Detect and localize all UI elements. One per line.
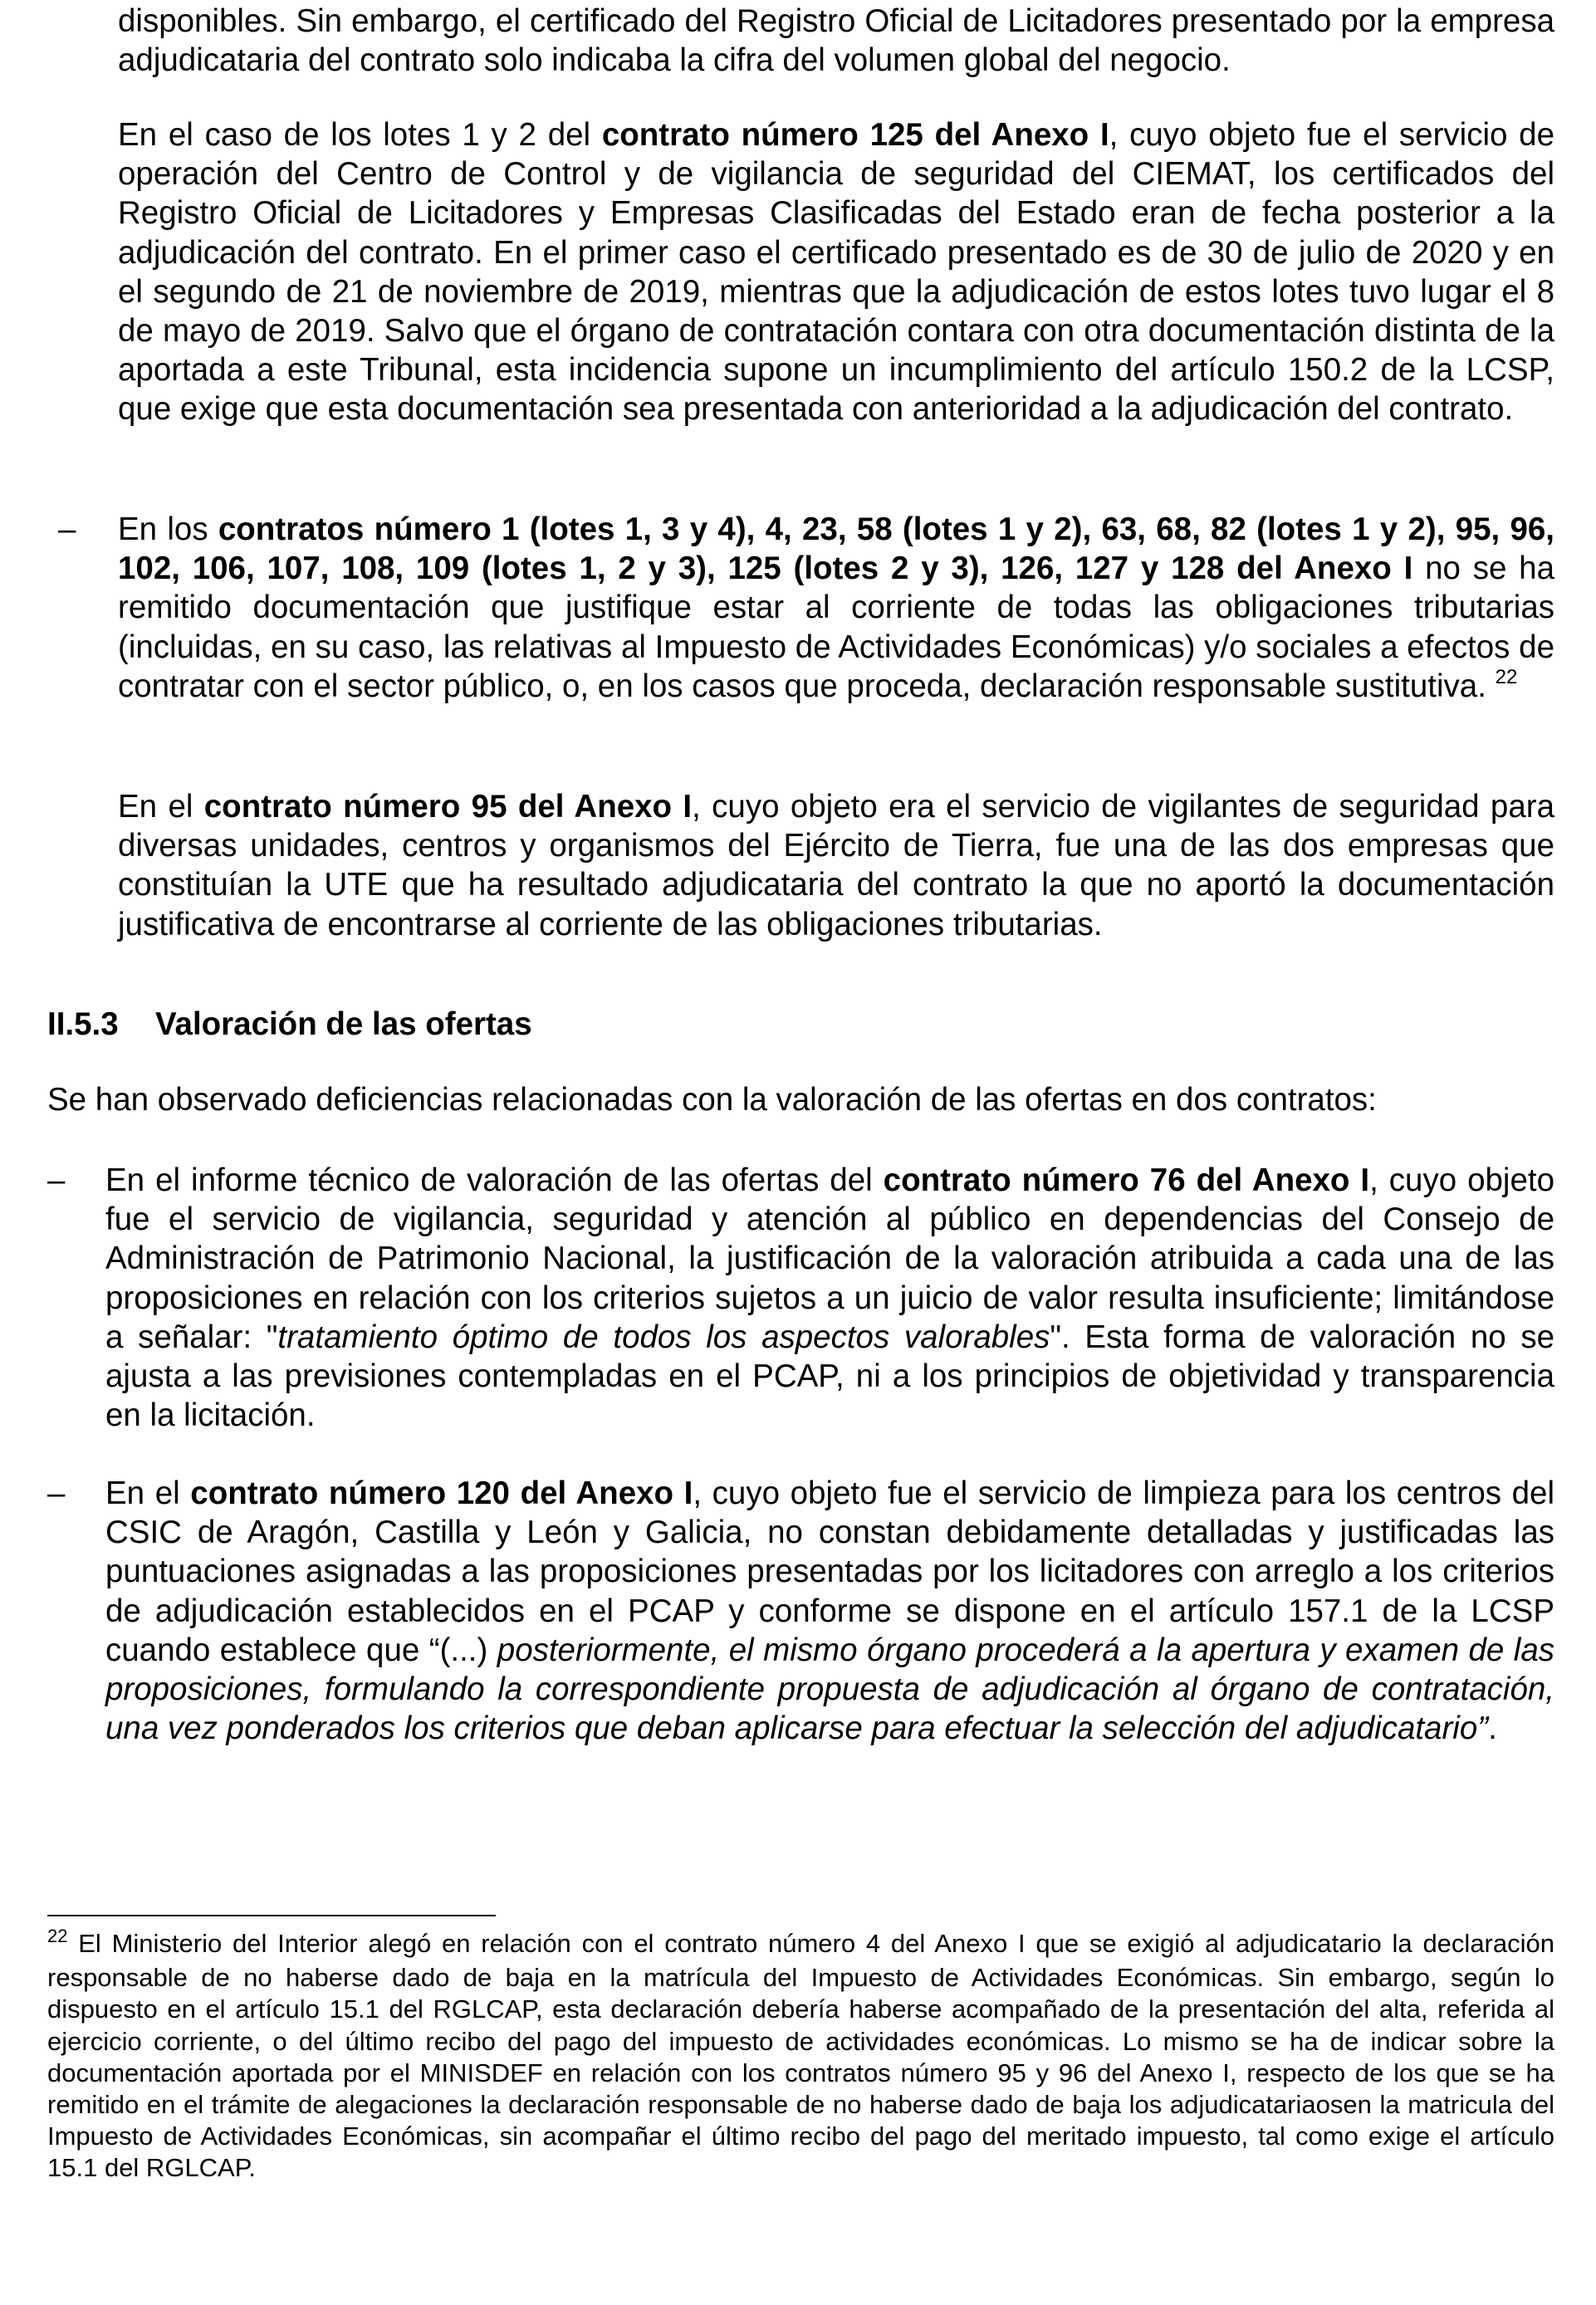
paragraph-contract-125 — [118, 115, 1554, 429]
text-segment: En el — [105, 1475, 191, 1511]
paragraph-intro-continuation: disponibles. Sin embargo, el certificado del Registro Oficial de Licitadores presentado por la empresa adjudicataria del contrato solo indicaba la cifra del volumen global del negocio. — [118, 3, 1554, 79]
text-segment: En el — [118, 789, 204, 825]
footnote-number: 22 — [47, 1926, 68, 1946]
text-segment: . — [1488, 1710, 1497, 1747]
section-title: Valoración de las ofertas — [155, 1006, 532, 1042]
text-segment: En el caso de los lotes 1 y 2 del — [118, 117, 602, 153]
quoted-text: tratamiento óptimo de todos los aspectos valorables — [277, 1319, 1050, 1355]
quoted-text: posteriormente, el mismo órgano procederá a la apertura y examen de las proposiciones, formulando la correspondiente propuesta de adjudicación al órgano de contratación, una vez ponderados los criterios que deban aplicarse para efectuar la selección del adjudicatario” — [105, 1632, 1554, 1747]
contract-reference: contratos número 1 (lotes 1, 3 y 4), 4, 23, 58 (lotes 1 y 2), 63, 68, 82 (lotes 1 y 2), 95, 96, 102, 106, 107, 108, 109 (lotes 1, 2 y 3), 125 (lotes 2 y 3), 126, 127 y 128 del Anexo I — [118, 511, 1555, 587]
paragraph-contracts-obligations — [118, 510, 1554, 710]
bullet-dash: – — [47, 1162, 66, 1198]
text-segment: no se ha remitido documentación que justifique estar al corriente de todas las obligaciones tributarias (incluidas, en su caso, las relativas al Impuesto de Actividades Económicas) y/o sociales a efectos de contratar con el sector público, o, en los casos que proceda, declaración responsable sustitutiva. — [118, 551, 1554, 704]
footnote-text: El Ministerio del Interior alegó en relación con el contrato número 4 del Anexo I que se exigió al adjudicatario la declaración responsable de no haberse dado de baja en la matrícula del Impuesto de Actividades Económicas. Sin embargo, según lo dispuesto en el artículo 15.1 del RGLCAP, esta declaración debería haberse acompañado de la presentación del alta, referida al ejercicio corriente, o del último recibo del pago del impuesto de actividades económicas. Lo mismo se ha de indicar sobre la documentación aportada por el MINISDEF en relación con los contratos número 95 y 96 del Anexo I, respecto de los que se ha remitido en el trámite de alegaciones la declaración responsable de no haberse dado de baja los adjudicatariaosen la matricula del Impuesto de Actividades Económicas, sin acompañar el último recibo del pago del meritado impuesto, tal como exige el artículo 15.1 del RGLCAP. — [47, 1929, 1554, 2183]
contract-reference: contrato número 76 del Anexo I — [883, 1162, 1370, 1198]
text-segment: ". Esta forma de valoración no se ajusta a las previsiones contempladas en el PCAP, ni a los principios de objetividad y transparencia en la licitación. — [105, 1319, 1554, 1434]
section-heading — [47, 1005, 532, 1044]
bullet-dash: – — [58, 511, 76, 547]
contract-reference: contrato número 120 del Anexo I — [190, 1475, 693, 1511]
footnote-reference[interactable]: 22 — [1495, 665, 1518, 688]
paragraph-contract-120 — [105, 1474, 1554, 1748]
text-segment: , cuyo objeto fue el servicio de limpieza para los centros del CSIC de Aragón, Castilla y León y Galicia, no constan debidamente detalladas y justificadas las puntuaciones asignadas a las proposiciones presentadas por los licitadores con arreglo a los criterios de adjudicación establecidos en el PCAP y conforme se dispone en el artículo 157.1 de la LCSP cuando establece que “(...) — [105, 1475, 1554, 1668]
text-segment: , cuyo objeto fue el servicio de operación del Centro de Control y de vigilancia de seguridad del CIEMAT, los certificados del Registro Oficial de Licitadores y Empresas Clasificadas del Estado eran de fecha posterior a la adjudicación del contrato. En el primer caso el certificado presentado es de 30 de julio de 2020 y en el segundo de 21 de noviembre de 2019, mientras que la adjudicación de estos lotes tuvo lugar el 8 de mayo de 2019. Salvo que el órgano de contratación contara con otra documentación distinta de la aportada a este Tribunal, esta incidencia supone un incumplimiento del artículo 150.2 de la LCSP, que exige que esta documentación sea presentada con anterioridad a la adjudicación del contrato. — [118, 117, 1554, 428]
paragraph-contract-95 — [118, 787, 1554, 944]
bullet-dash: – — [47, 1475, 66, 1511]
footnote-divider — [47, 1915, 496, 1916]
paragraph-contract-76 — [105, 1161, 1554, 1435]
text-segment: En el informe técnico de valoración de las ofertas del — [105, 1162, 884, 1198]
text-segment: En los — [118, 511, 218, 547]
footnote — [47, 1928, 1554, 2185]
text-segment: , cuyo objeto era el servicio de vigilantes de seguridad para diversas unidades, centros y organismos del Ejército de Tierra, fue una de las dos empresas que constituían la UTE que ha resultado adjudicataria del contrato la que no aportó la documentación justificativa de encontrarse al corriente de las obligaciones tributarias. — [118, 789, 1554, 942]
text-segment: , cuyo objeto fue el servicio de vigilancia, seguridad y atención al público en dependencias del Consejo de Administración de Patrimonio Nacional, la justificación de la valoración atribuida a cada una de las proposiciones en relación con los criterios sujetos a un juicio de valor resulta insuficiente; limitándose a señalar: " — [105, 1162, 1555, 1355]
contract-reference: contrato número 125 del Anexo I — [601, 117, 1109, 153]
contract-reference: contrato número 95 del Anexo I — [203, 789, 693, 825]
paragraph-deficiencies-intro: Se han observado deficiencias relacionadas con la valoración de las ofertas en dos contratos: — [47, 1082, 1377, 1118]
section-number: II.5.3 — [47, 1006, 119, 1042]
